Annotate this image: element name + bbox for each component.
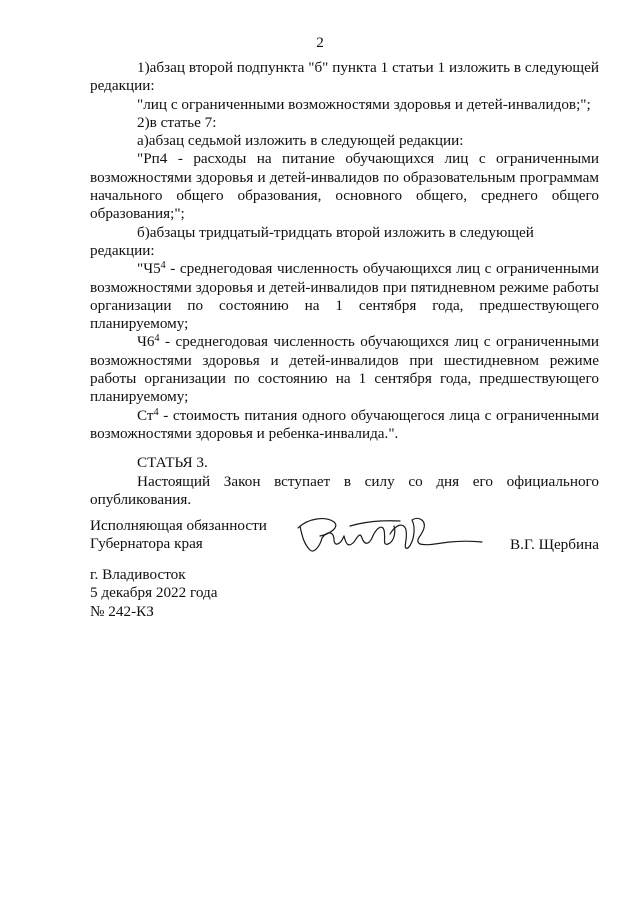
definition-ch5-text: - среднегодовая численность обучающихся лиц с ограниченными возможностями здоровья и детей-инвалидов при пятидневном режиме работы организации по состоянию на 1 сентября года, предшествующего планируемому; (90, 260, 599, 333)
amendment-2: 2)в статье 7: (137, 113, 217, 131)
superscript-ch6: 4 (154, 333, 160, 345)
signatory-title (90, 517, 267, 554)
signatory-name: В.Г. Щербина (510, 536, 599, 553)
signatory-title-line2: Губернатора края (90, 535, 203, 553)
city: г. Владивосток (90, 566, 186, 583)
definition-st-text: - стоимость питания одного обучающегося лица с ограниченными возможностями здоровья и ребенка-инвалида.". (90, 406, 599, 442)
definition-st (90, 407, 599, 444)
definition-ch5 (90, 260, 599, 333)
superscript-ch5: 4 (160, 260, 166, 272)
superscript-st: 4 (153, 406, 159, 418)
signatory-title-line1: Исполняющая обязанности (90, 517, 267, 534)
signing-date: 5 декабря 2022 года (90, 584, 218, 602)
definition-ch6 (90, 333, 599, 406)
amendment-2b: б)абзацы тридцатый-тридцать второй изложить в следующей редакции: (90, 223, 534, 259)
law-number: № 242-КЗ (90, 602, 154, 620)
page-number: 2 (316, 34, 324, 51)
amendment-2a: а)абзац седьмой изложить в следующей редакции: (137, 132, 464, 150)
place-date-block (90, 566, 218, 621)
symbol-st: Ст (137, 406, 154, 424)
article-heading: СТАТЬЯ 3. (137, 454, 208, 472)
amendment-1-text: "лиц с ограниченными возможностями здоровья и детей-инвалидов;"; (137, 95, 591, 113)
amendment-1: 1)абзац второй подпункта "б" пункта 1 статьи 1 изложить в следующей редакции: (90, 59, 599, 95)
signature-block (90, 517, 599, 563)
definition-ch6-text: - среднегодовая численность обучающихся лиц с ограниченными возможностями здоровья и детей-инвалидов при шестидневном режиме работы организации по состоянию на 1 сентября года, предшествующего планируемому; (90, 333, 599, 406)
document-body (90, 59, 599, 509)
article-text: Настоящий Закон вступает в силу со дня его официального опубликования. (90, 472, 599, 508)
spacer (90, 443, 599, 454)
symbol-ch6: Ч6 (137, 333, 155, 351)
handwritten-signature (290, 512, 485, 557)
symbol-ch5: "Ч5 (137, 260, 161, 278)
amendment-2a-text: "Рп4 - расходы на питание обучающихся лиц с ограниченными возможностями здоровья и детей-инвалидов по образовательным программам начального общего образования, основного общего, среднего общего образования;"; (90, 150, 599, 223)
